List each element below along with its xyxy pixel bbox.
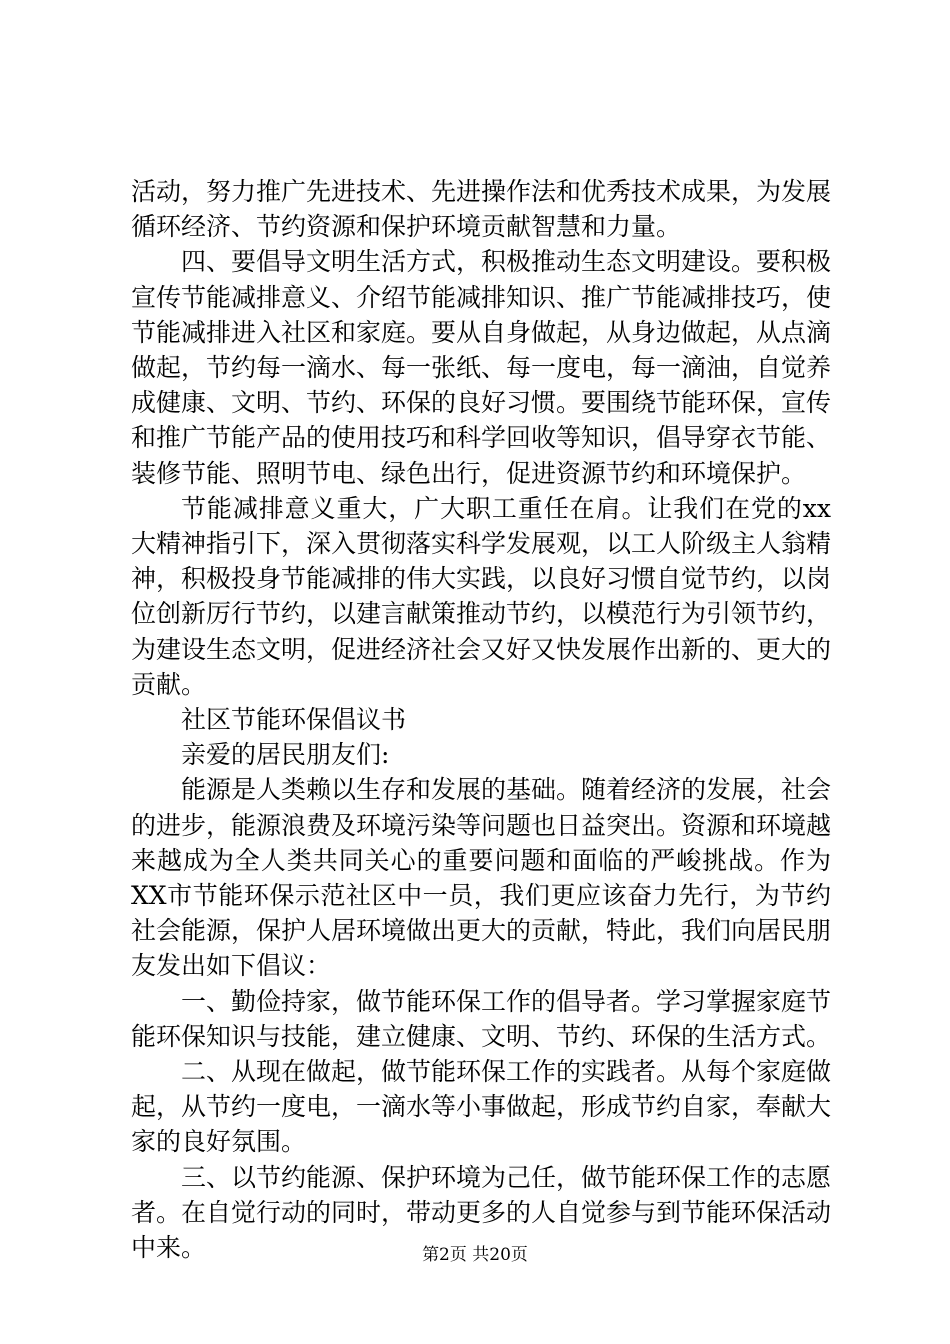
paragraph-proposal-three: 三、以节约能源、保护环境为己任，做节能环保工作的志愿者。在自觉行动的同时，带动更多的人自觉参与到节能环保活动中来。 <box>131 1162 832 1263</box>
paragraph-proposal-two: 二、从现在做起，做节能环保工作的实践者。从每个家庭做起，从节约一度电，一滴水等小事做起，形成节约自家，奉献大家的良好氛围。 <box>131 1057 832 1157</box>
paragraph-item-four: 四、要倡导文明生活方式，积极推动生态文明建设。要积极宣传节能减排意义、介绍节能减排知识、推广节能减排技巧，使节能减排进入社区和家庭。要从自身做起，从身边做起，从点滴做起，节约每一滴水、每一张纸、每一度电，每一滴油，自觉养成健康、文明、节约、环保的良好习惯。要围绕节能环保，宣传和推广节能产品的使用技巧和科学回收等知识，倡导穿衣节能、装修节能、照明节电、绿色出行，促进资源节约和环境保护。 <box>131 247 832 488</box>
document-body <box>131 174 831 1265</box>
page-footer: 第2页 共20页 <box>422 1245 528 1265</box>
paragraph-intro: 能源是人类赖以生存和发展的基础。随着经济的发展，社会的进步，能源浪费及环境污染等问题也日益突出。资源和环境越来越成为全人类共同关心的重要问题和面临的严峻挑战。作为XX市节能环保示范社区中一员，我们更应该奋力先行，为节约社会能源，保护人居环境做出更大的贡献，特此，我们向居民朋友发出如下倡议： <box>131 775 832 981</box>
section-title: 社区节能环保倡议书 <box>181 705 407 735</box>
paragraph-proposal-one: 一、勤俭持家，做节能环保工作的倡导者。学习掌握家庭节能环保知识与技能，建立健康、文明、节约、环保的生活方式。 <box>131 986 832 1051</box>
salutation: 亲爱的居民朋友们: <box>181 740 390 770</box>
paragraph-conclusion: 节能减排意义重大，广大职工重任在肩。让我们在党的xx大精神指引下，深入贯彻落实科学发展观，以工人阶级主人翁精神，积极投身节能减排的伟大实践，以良好习惯自觉节约，以岗位创新厉行节约，以建言献策推动节约，以模范行为引领节约，为建设生态文明，促进经济社会又好又快发展作出新的、更大的贡献。 <box>131 493 832 699</box>
paragraph-continuation: 活动，努力推广先进技术、先进操作法和优秀技术成果，为发展循环经济、节约资源和保护环境贡献智慧和力量。 <box>131 177 832 242</box>
